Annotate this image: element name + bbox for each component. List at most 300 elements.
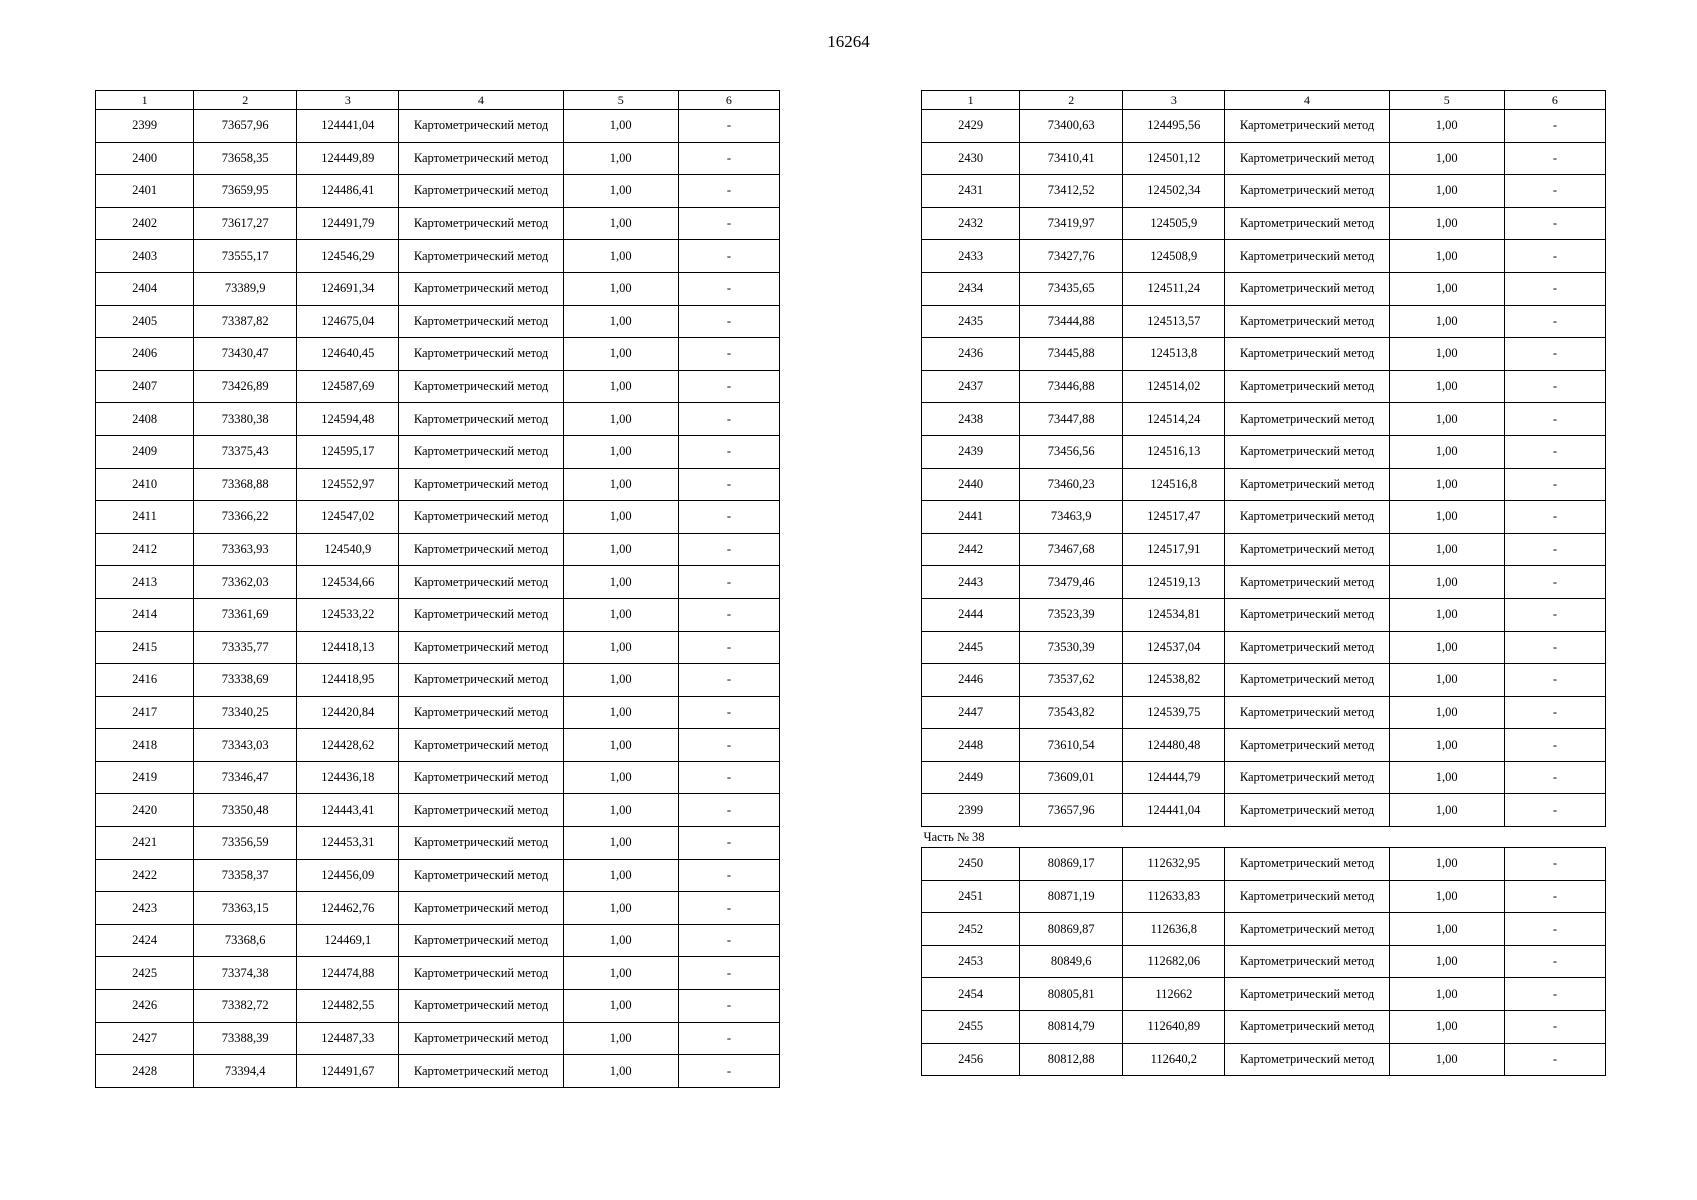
table-cell: 1,00 <box>1389 664 1504 697</box>
coordinates-table-right <box>921 90 1606 1076</box>
table-row <box>96 272 780 305</box>
table-cell: 124540,9 <box>297 533 399 566</box>
table-cell: 124441,04 <box>297 110 399 143</box>
table-cell: Картометрический метод <box>1225 305 1389 338</box>
table-cell: 80869,87 <box>1020 913 1123 946</box>
table-cell: Картометрический метод <box>399 1022 563 1055</box>
table-cell: - <box>678 566 779 599</box>
table-cell: 1,00 <box>563 435 678 468</box>
table-cell: 1,00 <box>563 533 678 566</box>
table-cell: 73375,43 <box>194 435 297 468</box>
table-row <box>96 501 780 534</box>
table-cell: - <box>1504 305 1605 338</box>
table-cell: 2439 <box>922 435 1020 468</box>
table-cell: - <box>1504 175 1605 208</box>
table-cell: - <box>678 1055 779 1088</box>
table-cell: Картометрический метод <box>1225 696 1389 729</box>
table-cell: Картометрический метод <box>399 664 563 697</box>
table-cell: 73366,22 <box>194 501 297 534</box>
table-cell: 73530,39 <box>1020 631 1123 664</box>
table-cell: 124538,82 <box>1123 664 1225 697</box>
table-cell: 1,00 <box>1389 435 1504 468</box>
table-cell: 73609,01 <box>1020 761 1123 794</box>
table-cell: - <box>1504 370 1605 403</box>
table-cell: 124514,24 <box>1123 403 1225 436</box>
table-cell: 112662 <box>1123 978 1225 1011</box>
page-number: 16264 <box>827 32 870 51</box>
table-cell: Картометрический метод <box>399 859 563 892</box>
table-cell: 73657,96 <box>194 110 297 143</box>
table-cell: Картометрический метод <box>399 501 563 534</box>
table-row <box>922 631 1606 664</box>
table-cell: 80849,6 <box>1020 945 1123 978</box>
table-cell: - <box>678 338 779 371</box>
table-cell: 2451 <box>922 880 1020 913</box>
table-cell: 2430 <box>922 142 1020 175</box>
table-cell: Картометрический метод <box>1225 501 1389 534</box>
table-cell: Картометрический метод <box>1225 207 1389 240</box>
table-cell: 73346,47 <box>194 761 297 794</box>
table-cell: - <box>678 501 779 534</box>
table-row <box>922 272 1606 305</box>
table-cell: - <box>1504 1043 1605 1076</box>
table-cell: 112640,2 <box>1123 1043 1225 1076</box>
table-cell: 124418,13 <box>297 631 399 664</box>
table-cell: 1,00 <box>1389 370 1504 403</box>
table-cell: 112632,95 <box>1123 848 1225 881</box>
table-cell: 73537,62 <box>1020 664 1123 697</box>
table-cell: 1,00 <box>563 240 678 273</box>
table-cell: - <box>1504 501 1605 534</box>
table-cell: 124552,97 <box>297 468 399 501</box>
table-cell: 73463,9 <box>1020 501 1123 534</box>
table-row <box>922 794 1606 827</box>
table-cell: 2418 <box>96 729 194 762</box>
table-cell: 1,00 <box>1389 794 1504 827</box>
table-cell: 1,00 <box>1389 598 1504 631</box>
table-cell: Картометрический метод <box>399 435 563 468</box>
table-cell: Картометрический метод <box>1225 370 1389 403</box>
table-cell: - <box>678 1022 779 1055</box>
table-cell: 1,00 <box>1389 696 1504 729</box>
table-cell: 73343,03 <box>194 729 297 762</box>
table-cell: Картометрический метод <box>1225 240 1389 273</box>
table-cell: 73358,37 <box>194 859 297 892</box>
table-row <box>96 827 780 860</box>
table-cell: - <box>678 533 779 566</box>
table-cell: 2426 <box>96 990 194 1023</box>
table-cell: 124456,09 <box>297 859 399 892</box>
table-cell: - <box>1504 729 1605 762</box>
table-cell: - <box>1504 142 1605 175</box>
table-cell: 1,00 <box>563 110 678 143</box>
table-cell: 2412 <box>96 533 194 566</box>
table-cell: - <box>678 370 779 403</box>
table-cell: 112682,06 <box>1123 945 1225 978</box>
table-cell: Картометрический метод <box>399 566 563 599</box>
table-cell: 2440 <box>922 468 1020 501</box>
table-row <box>922 729 1606 762</box>
table-cell: 73658,35 <box>194 142 297 175</box>
table-cell: Картометрический метод <box>1225 403 1389 436</box>
table-cell: 73523,39 <box>1020 598 1123 631</box>
table-row <box>922 1011 1606 1044</box>
column-header: 4 <box>399 91 563 110</box>
table-cell: 1,00 <box>1389 338 1504 371</box>
column-header: 3 <box>1123 91 1225 110</box>
table-cell: 2437 <box>922 370 1020 403</box>
table-cell: 1,00 <box>1389 566 1504 599</box>
table-cell: 73374,38 <box>194 957 297 990</box>
table-cell: 2447 <box>922 696 1020 729</box>
table-cell: Картометрический метод <box>1225 533 1389 566</box>
table-cell: 73460,23 <box>1020 468 1123 501</box>
table-cell: Картометрический метод <box>1225 338 1389 371</box>
table-cell: - <box>678 761 779 794</box>
table-cell: 73389,9 <box>194 272 297 305</box>
table-cell: - <box>1504 848 1605 881</box>
table-cell: - <box>1504 945 1605 978</box>
table-cell: 1,00 <box>1389 945 1504 978</box>
table-cell: 1,00 <box>563 272 678 305</box>
table-cell: 2421 <box>96 827 194 860</box>
table-cell: 1,00 <box>1389 1011 1504 1044</box>
table-cell: 73361,69 <box>194 598 297 631</box>
table-cell: - <box>1504 403 1605 436</box>
table-cell: 73435,65 <box>1020 272 1123 305</box>
column-header: 2 <box>194 91 297 110</box>
table-cell: 124546,29 <box>297 240 399 273</box>
table-cell: 1,00 <box>563 566 678 599</box>
table-row <box>96 305 780 338</box>
table-cell: 73427,76 <box>1020 240 1123 273</box>
table-cell: - <box>678 664 779 697</box>
table-cell: 124449,89 <box>297 142 399 175</box>
table-cell: 1,00 <box>563 305 678 338</box>
table-cell: 124482,55 <box>297 990 399 1023</box>
table-cell: 124594,48 <box>297 403 399 436</box>
table-row <box>922 403 1606 436</box>
table-cell: 2442 <box>922 533 1020 566</box>
table-row <box>922 566 1606 599</box>
table-header <box>96 91 780 110</box>
table-cell: 2433 <box>922 240 1020 273</box>
table-cell: 2404 <box>96 272 194 305</box>
table-row <box>96 1022 780 1055</box>
table-cell: - <box>1504 240 1605 273</box>
table-row <box>922 338 1606 371</box>
table-row <box>96 729 780 762</box>
table-cell: 124537,04 <box>1123 631 1225 664</box>
table-cell: 73412,52 <box>1020 175 1123 208</box>
table-cell: 124675,04 <box>297 305 399 338</box>
table-cell: Картометрический метод <box>399 990 563 1023</box>
table-cell: 1,00 <box>563 892 678 925</box>
table-cell: - <box>1504 696 1605 729</box>
table-cell: - <box>678 305 779 338</box>
table-cell: 1,00 <box>563 859 678 892</box>
table-cell: 1,00 <box>1389 533 1504 566</box>
table-row <box>922 370 1606 403</box>
table-cell: 2449 <box>922 761 1020 794</box>
table-cell: 124516,8 <box>1123 468 1225 501</box>
table-row <box>96 468 780 501</box>
table-cell: - <box>678 827 779 860</box>
table-cell: Картометрический метод <box>1225 435 1389 468</box>
table-cell: 73350,48 <box>194 794 297 827</box>
table-cell: 2450 <box>922 848 1020 881</box>
table-cell: 1,00 <box>563 142 678 175</box>
table-row <box>96 207 780 240</box>
table-cell: Картометрический метод <box>1225 598 1389 631</box>
table-cell: 1,00 <box>1389 729 1504 762</box>
table-cell: Картометрический метод <box>399 696 563 729</box>
table-cell: 2408 <box>96 403 194 436</box>
table-header <box>922 91 1606 110</box>
table-row <box>922 110 1606 143</box>
table-cell: 73338,69 <box>194 664 297 697</box>
table-cell: - <box>678 403 779 436</box>
table-row <box>922 207 1606 240</box>
table-cell: 2445 <box>922 631 1020 664</box>
table-cell: 1,00 <box>1389 142 1504 175</box>
table-cell: 112633,83 <box>1123 880 1225 913</box>
table-cell: 73479,46 <box>1020 566 1123 599</box>
table-cell: 112640,89 <box>1123 1011 1225 1044</box>
table-cell: 2422 <box>96 859 194 892</box>
table-cell: 73368,88 <box>194 468 297 501</box>
table-cell: 124480,48 <box>1123 729 1225 762</box>
table-cell: 1,00 <box>563 1055 678 1088</box>
table-cell: 1,00 <box>563 794 678 827</box>
table-row <box>922 435 1606 468</box>
table-cell: 124418,95 <box>297 664 399 697</box>
table-cell: Картометрический метод <box>1225 272 1389 305</box>
table-row <box>922 240 1606 273</box>
table-cell: 2432 <box>922 207 1020 240</box>
table-cell: 2406 <box>96 338 194 371</box>
column-header: 2 <box>1020 91 1123 110</box>
table-cell: - <box>678 631 779 664</box>
table-cell: 2401 <box>96 175 194 208</box>
section-header-row <box>922 827 1606 848</box>
column-header: 5 <box>563 91 678 110</box>
table-cell: 124640,45 <box>297 338 399 371</box>
table-cell: Картометрический метод <box>1225 978 1389 1011</box>
table-cell: - <box>678 468 779 501</box>
table-cell: 73382,72 <box>194 990 297 1023</box>
table-cell: Картометрический метод <box>1225 631 1389 664</box>
table-cell: 124513,57 <box>1123 305 1225 338</box>
table-cell: 124495,56 <box>1123 110 1225 143</box>
table-cell: - <box>1504 761 1605 794</box>
table-cell: 124491,67 <box>297 1055 399 1088</box>
table-row <box>922 913 1606 946</box>
column-header: 1 <box>96 91 194 110</box>
table-row <box>96 761 780 794</box>
table-row <box>922 305 1606 338</box>
table-cell: - <box>1504 631 1605 664</box>
table-cell: 124487,33 <box>297 1022 399 1055</box>
table-cell: 73388,39 <box>194 1022 297 1055</box>
table-cell: - <box>1504 598 1605 631</box>
table-row <box>922 664 1606 697</box>
table-cell: 124511,24 <box>1123 272 1225 305</box>
table-cell: 124517,47 <box>1123 501 1225 534</box>
table-cell: 80805,81 <box>1020 978 1123 1011</box>
table-row <box>96 924 780 957</box>
table-cell: - <box>1504 110 1605 143</box>
table-row <box>96 794 780 827</box>
table-cell: - <box>1504 435 1605 468</box>
table-cell: Картометрический метод <box>399 240 563 273</box>
table-row <box>96 664 780 697</box>
table-cell: 80814,79 <box>1020 1011 1123 1044</box>
table-cell: 124441,04 <box>1123 794 1225 827</box>
table-cell: - <box>678 598 779 631</box>
table-cell: 1,00 <box>563 501 678 534</box>
table-row <box>96 240 780 273</box>
table-cell: 2399 <box>922 794 1020 827</box>
table-cell: Картометрический метод <box>399 468 563 501</box>
table-cell: Картометрический метод <box>399 598 563 631</box>
table-cell: 2438 <box>922 403 1020 436</box>
table-cell: 1,00 <box>563 468 678 501</box>
table-cell: 73410,41 <box>1020 142 1123 175</box>
table-cell: Картометрический метод <box>399 305 563 338</box>
coordinates-table-left <box>95 90 780 1088</box>
table-cell: 1,00 <box>563 175 678 208</box>
table-cell: - <box>678 272 779 305</box>
table-cell: 73387,82 <box>194 305 297 338</box>
table-cell: 2423 <box>96 892 194 925</box>
table-cell: 2453 <box>922 945 1020 978</box>
table-cell: 2436 <box>922 338 1020 371</box>
table-cell: - <box>1504 207 1605 240</box>
table-cell: 1,00 <box>563 957 678 990</box>
table-cell: 2413 <box>96 566 194 599</box>
table-cell: 2441 <box>922 501 1020 534</box>
column-header: 6 <box>678 91 779 110</box>
table-cell: Картометрический метод <box>399 175 563 208</box>
table-cell: 1,00 <box>1389 978 1504 1011</box>
table-cell: 124453,31 <box>297 827 399 860</box>
table-row <box>922 848 1606 881</box>
column-header: 5 <box>1389 91 1504 110</box>
table-row <box>96 957 780 990</box>
table-cell: 2427 <box>96 1022 194 1055</box>
table-cell: 73446,88 <box>1020 370 1123 403</box>
table-cell: Картометрический метод <box>399 892 563 925</box>
table-cell: Картометрический метод <box>1225 945 1389 978</box>
table-row <box>96 142 780 175</box>
table-cell: 73363,93 <box>194 533 297 566</box>
table-cell: 124516,13 <box>1123 435 1225 468</box>
table-cell: 73335,77 <box>194 631 297 664</box>
table-cell: 73610,54 <box>1020 729 1123 762</box>
table-cell: 124501,12 <box>1123 142 1225 175</box>
table-cell: Картометрический метод <box>399 207 563 240</box>
table-cell: 2454 <box>922 978 1020 1011</box>
table-cell: 124444,79 <box>1123 761 1225 794</box>
table-cell: 124436,18 <box>297 761 399 794</box>
table-cell: - <box>1504 664 1605 697</box>
table-cell: Картометрический метод <box>1225 175 1389 208</box>
table-row <box>922 696 1606 729</box>
table-cell: Картометрический метод <box>399 729 563 762</box>
table-cell: - <box>1504 978 1605 1011</box>
table-cell: 1,00 <box>563 761 678 794</box>
table-cell: - <box>678 110 779 143</box>
table-cell: - <box>1504 566 1605 599</box>
table-cell: 124514,02 <box>1123 370 1225 403</box>
column-header: 3 <box>297 91 399 110</box>
table-cell: 2455 <box>922 1011 1020 1044</box>
table-cell: 1,00 <box>1389 761 1504 794</box>
table-cell: 1,00 <box>563 1022 678 1055</box>
table-row <box>922 598 1606 631</box>
table-cell: Картометрический метод <box>399 631 563 664</box>
table-cell: 73356,59 <box>194 827 297 860</box>
table-cell: 2434 <box>922 272 1020 305</box>
table-cell: 124508,9 <box>1123 240 1225 273</box>
table-cell: 2414 <box>96 598 194 631</box>
table-cell: 73400,63 <box>1020 110 1123 143</box>
table-cell: 1,00 <box>563 403 678 436</box>
table-cell: 1,00 <box>563 696 678 729</box>
table-row <box>96 403 780 436</box>
table-row <box>922 880 1606 913</box>
table-cell: 1,00 <box>563 664 678 697</box>
table-cell: 73394,4 <box>194 1055 297 1088</box>
table-cell: 112636,8 <box>1123 913 1225 946</box>
table-cell: Картометрический метод <box>399 1055 563 1088</box>
table-cell: - <box>678 729 779 762</box>
table-cell: Картометрический метод <box>399 272 563 305</box>
table-cell: 124443,41 <box>297 794 399 827</box>
table-cell: - <box>1504 794 1605 827</box>
table-cell: 124519,13 <box>1123 566 1225 599</box>
table-cell: 1,00 <box>563 990 678 1023</box>
table-row <box>96 1055 780 1088</box>
table-row <box>96 696 780 729</box>
table-cell: Картометрический метод <box>399 370 563 403</box>
table-body <box>96 110 780 1088</box>
table-cell: 2424 <box>96 924 194 957</box>
table-row <box>922 175 1606 208</box>
table-cell: 1,00 <box>1389 403 1504 436</box>
table-cell: 73444,88 <box>1020 305 1123 338</box>
table-cell: 1,00 <box>563 924 678 957</box>
table-row <box>922 142 1606 175</box>
table-cell: 73555,17 <box>194 240 297 273</box>
table-cell: - <box>678 892 779 925</box>
table-cell: 1,00 <box>563 370 678 403</box>
table-cell: 124513,8 <box>1123 338 1225 371</box>
table-cell: 2405 <box>96 305 194 338</box>
table-row <box>96 435 780 468</box>
table-cell: 1,00 <box>1389 913 1504 946</box>
table-cell: Картометрический метод <box>1225 110 1389 143</box>
table-cell: 1,00 <box>563 631 678 664</box>
table-cell: - <box>1504 913 1605 946</box>
table-cell: 124462,76 <box>297 892 399 925</box>
table-cell: 2428 <box>96 1055 194 1088</box>
table-cell: - <box>678 207 779 240</box>
table-row <box>96 175 780 208</box>
table-cell: 1,00 <box>1389 305 1504 338</box>
table-cell: 73430,47 <box>194 338 297 371</box>
